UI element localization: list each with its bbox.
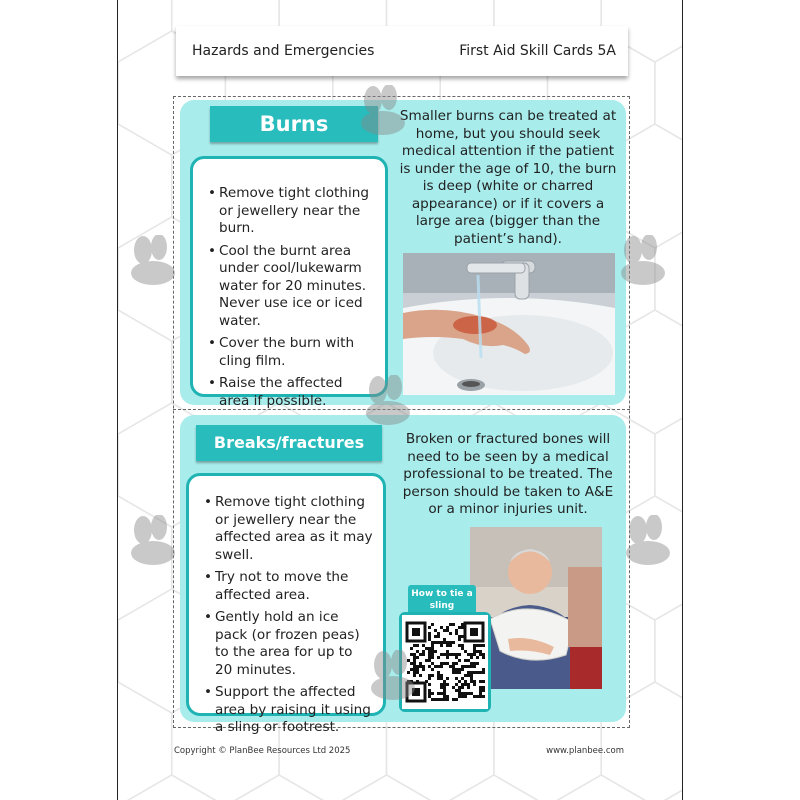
burns-photo: [403, 253, 615, 395]
website-link[interactable]: www.planbee.com: [546, 746, 624, 756]
header-topic: Hazards and Emergencies: [192, 43, 375, 59]
fractures-title: Breaks/fractures: [196, 425, 382, 461]
bee-watermark-icon: [123, 515, 183, 570]
list-item: • Cover the burn with cling film.: [219, 335, 375, 370]
page-header: [176, 26, 628, 76]
list-item: • Remove tight clothing or jewellery near the affected area as it may swell.: [215, 494, 373, 564]
list-item: • Gently hold an ice pack (or frozen peas) to the area for up to 20 minutes.: [215, 609, 373, 679]
fractures-step-list: [201, 494, 373, 737]
copyright-notice: Copyright © PlanBee Resources Ltd 2025: [174, 746, 351, 756]
bee-watermark-icon: [363, 650, 423, 705]
fractures-description: Broken or fractured bones will need to be seen by a medical professional to be treated. The person should be taken to A&E or a minor injuries unit.: [402, 431, 614, 517]
burns-steps: [190, 156, 388, 409]
burns-title: Burns: [210, 106, 378, 142]
bee-watermark-icon: [353, 85, 413, 140]
header-series: First Aid Skill Cards 5A: [459, 43, 616, 59]
bee-watermark-icon: [618, 515, 678, 570]
list-item: • Raise the affected area if possible.: [219, 375, 375, 410]
worksheet-page: [117, 0, 683, 800]
burns-step-list: [205, 185, 375, 410]
burns-description: Smaller burns can be treated at home, but you should seek medical attention if the patient is under the age of 10, the burn is deep (white or charred appearance) or if it covers a large area (bigger than the patient’s hand).: [399, 108, 617, 247]
bee-watermark-icon: [358, 375, 418, 430]
list-item: • Remove tight clothing or jewellery near the burn.: [219, 185, 375, 238]
qr-label: How to tie a sling: [408, 585, 476, 615]
fractures-steps: [186, 473, 386, 735]
bee-watermark-icon: [123, 235, 183, 290]
list-item: • Support the affected area by raising it using a sling or footrest.: [215, 684, 373, 737]
list-item: • Cool the burnt area under cool/lukewarm water for 20 minutes. Never use ice or iced water.: [219, 243, 375, 331]
list-item: • Try not to move the affected area.: [215, 569, 373, 604]
bee-watermark-icon: [613, 235, 673, 290]
